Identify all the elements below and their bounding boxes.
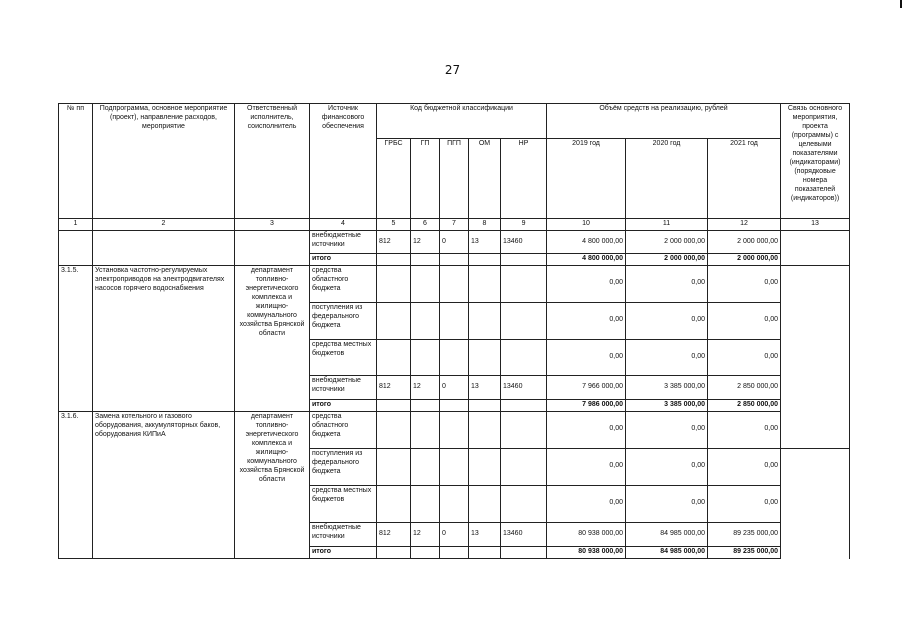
blank-cell bbox=[235, 231, 310, 266]
source-cell: средства областного бюджета bbox=[310, 265, 377, 302]
value-2021: 2 000 000,00 bbox=[708, 231, 781, 254]
gp-cell: 12 bbox=[411, 375, 440, 399]
value-2019: 4 800 000,00 bbox=[547, 231, 626, 254]
value-2019: 0,00 bbox=[547, 339, 626, 375]
source-cell: поступления из федерального бюджета bbox=[310, 448, 377, 485]
blank-cell bbox=[411, 254, 440, 266]
index-cell: 10 bbox=[547, 219, 626, 231]
index-cell: 8 bbox=[469, 219, 501, 231]
index-cell: 5 bbox=[377, 219, 411, 231]
header-source: Источник финансового обеспечения bbox=[310, 104, 377, 219]
header-pgp: ПГП bbox=[440, 139, 469, 219]
value-2020: 0,00 bbox=[626, 265, 708, 302]
total-2019: 7 986 000,00 bbox=[547, 399, 626, 411]
header-om: ОМ bbox=[469, 139, 501, 219]
value-2020: 2 000 000,00 bbox=[626, 231, 708, 254]
total-2020: 3 385 000,00 bbox=[626, 399, 708, 411]
pgp-cell: 0 bbox=[440, 231, 469, 254]
header-link: Связь основного мероприятия, проекта (программы) с целевыми показателями (индикаторами) (порядковые номера показателей (индикаторов)) bbox=[781, 104, 850, 219]
grbs-cell: 812 bbox=[377, 522, 411, 546]
value-2020: 3 385 000,00 bbox=[626, 375, 708, 399]
nr-cell: 13460 bbox=[501, 231, 547, 254]
total-label: итого bbox=[310, 399, 377, 411]
index-cell: 13 bbox=[781, 219, 850, 231]
source-cell: внебюджетные источники bbox=[310, 522, 377, 546]
index-cell: 7 bbox=[440, 219, 469, 231]
value-2021: 2 850 000,00 bbox=[708, 375, 781, 399]
index-cell: 11 bbox=[626, 219, 708, 231]
header-num: № пп bbox=[59, 104, 93, 219]
blank-cell bbox=[501, 254, 547, 266]
header-budget-code: Код бюджетной классификации bbox=[377, 104, 547, 139]
value-2019: 80 938 000,00 bbox=[547, 522, 626, 546]
index-cell: 1 bbox=[59, 219, 93, 231]
blank-cell bbox=[59, 231, 93, 266]
page-number: 27 bbox=[444, 63, 461, 77]
value-2020: 0,00 bbox=[626, 411, 708, 448]
header-2020: 2020 год bbox=[626, 139, 708, 219]
value-2019: 0,00 bbox=[547, 411, 626, 448]
index-cell: 9 bbox=[501, 219, 547, 231]
om-cell: 13 bbox=[469, 231, 501, 254]
value-2021: 0,00 bbox=[708, 302, 781, 339]
index-cell: 12 bbox=[708, 219, 781, 231]
blank-cell bbox=[377, 254, 411, 266]
header-volume: Объём средств на реализацию, рублей bbox=[547, 104, 781, 139]
header-nr: НР bbox=[501, 139, 547, 219]
total-label: итого bbox=[310, 546, 377, 558]
source-cell: поступления из федерального бюджета bbox=[310, 302, 377, 339]
item-executor: департамент топливно-энергетического комплекса и жилищно-коммунального хозяйства Брянской области bbox=[235, 265, 310, 411]
table-row bbox=[59, 411, 850, 448]
header-row bbox=[59, 104, 850, 139]
source-cell: средства областного бюджета bbox=[310, 411, 377, 448]
edge-mark bbox=[900, 0, 902, 8]
item-number: 3.1.6. bbox=[59, 411, 93, 558]
column-index-row bbox=[59, 219, 850, 231]
pgp-cell: 0 bbox=[440, 522, 469, 546]
header-executor: Ответственный исполнитель, соисполнитель bbox=[235, 104, 310, 219]
total-label: итого bbox=[310, 254, 377, 266]
blank-cell bbox=[781, 231, 850, 266]
index-cell: 4 bbox=[310, 219, 377, 231]
gp-cell: 12 bbox=[411, 231, 440, 254]
value-2021: 0,00 bbox=[708, 485, 781, 522]
total-2020: 2 000 000,00 bbox=[626, 254, 708, 266]
total-2021: 89 235 000,00 bbox=[708, 546, 781, 558]
item-name: Замена котельного и газового оборудования, аккумуляторных баков, оборудования КИПиА bbox=[93, 411, 235, 558]
value-2021: 0,00 bbox=[708, 411, 781, 448]
blank-cell bbox=[469, 254, 501, 266]
value-2019: 0,00 bbox=[547, 448, 626, 485]
header-gp: ГП bbox=[411, 139, 440, 219]
total-2021: 2 850 000,00 bbox=[708, 399, 781, 411]
grbs-cell: 812 bbox=[377, 375, 411, 399]
value-2019: 0,00 bbox=[547, 302, 626, 339]
index-cell: 6 bbox=[411, 219, 440, 231]
header-grbs: ГРБС bbox=[377, 139, 411, 219]
value-2019: 0,00 bbox=[547, 265, 626, 302]
om-cell: 13 bbox=[469, 522, 501, 546]
value-2021: 89 235 000,00 bbox=[708, 522, 781, 546]
total-2020: 84 985 000,00 bbox=[626, 546, 708, 558]
om-cell: 13 bbox=[469, 375, 501, 399]
blank-cell bbox=[440, 254, 469, 266]
value-2020: 0,00 bbox=[626, 302, 708, 339]
value-2021: 0,00 bbox=[708, 265, 781, 302]
total-2019: 4 800 000,00 bbox=[547, 254, 626, 266]
financing-table bbox=[58, 103, 850, 559]
total-2019: 80 938 000,00 bbox=[547, 546, 626, 558]
value-2020: 84 985 000,00 bbox=[626, 522, 708, 546]
nr-cell: 13460 bbox=[501, 522, 547, 546]
value-2019: 0,00 bbox=[547, 485, 626, 522]
header-subprogram: Подпрограмма, основное мероприятие (проект), направление расходов, мероприятие bbox=[93, 104, 235, 219]
index-cell: 2 bbox=[93, 219, 235, 231]
source-cell: средства местных бюджетов bbox=[310, 339, 377, 375]
source-cell: внебюджетные источники bbox=[310, 231, 377, 254]
value-2021: 0,00 bbox=[708, 448, 781, 485]
gp-cell: 12 bbox=[411, 522, 440, 546]
source-cell: средства местных бюджетов bbox=[310, 485, 377, 522]
nr-cell: 13460 bbox=[501, 375, 547, 399]
table-row bbox=[59, 265, 850, 302]
index-cell: 3 bbox=[235, 219, 310, 231]
value-2020: 0,00 bbox=[626, 448, 708, 485]
value-2019: 7 966 000,00 bbox=[547, 375, 626, 399]
header-2019: 2019 год bbox=[547, 139, 626, 219]
item-number: 3.1.5. bbox=[59, 265, 93, 411]
item-executor: департамент топливно-энергетического комплекса и жилищно-коммунального хозяйства Брянской области bbox=[235, 411, 310, 558]
grbs-cell: 812 bbox=[377, 231, 411, 254]
value-2020: 0,00 bbox=[626, 339, 708, 375]
value-2021: 0,00 bbox=[708, 339, 781, 375]
table-row bbox=[59, 231, 850, 254]
value-2020: 0,00 bbox=[626, 485, 708, 522]
header-2021: 2021 год bbox=[708, 139, 781, 219]
item-name: Установка частотно-регулируемых электроприводов на электродвигателях насосов горячего водоснабжения bbox=[93, 265, 235, 411]
pgp-cell: 0 bbox=[440, 375, 469, 399]
source-cell: внебюджетные источники bbox=[310, 375, 377, 399]
total-2021: 2 000 000,00 bbox=[708, 254, 781, 266]
blank-cell bbox=[781, 265, 850, 448]
blank-cell bbox=[93, 231, 235, 266]
